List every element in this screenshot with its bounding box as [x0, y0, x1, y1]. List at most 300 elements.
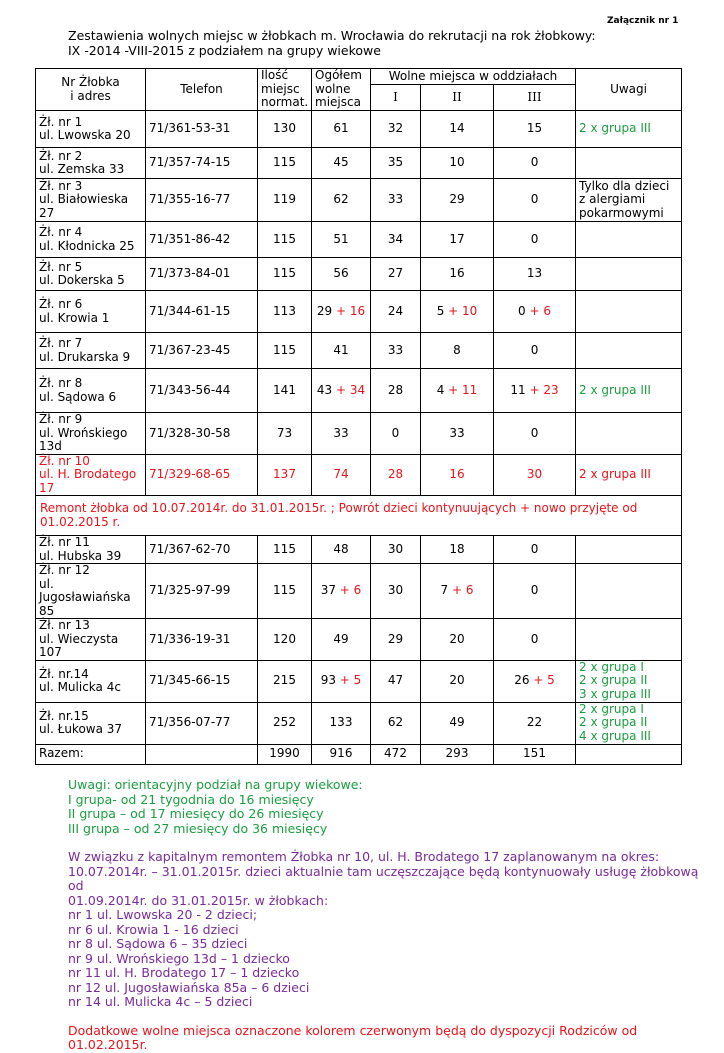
norm-places-cell: [258, 222, 312, 258]
remark-line: 2 x grupa III: [579, 382, 651, 397]
group-3-free: 0: [530, 155, 539, 170]
group-1-cell: [371, 536, 421, 564]
group-3-free: 26: [514, 673, 530, 688]
remark-line: pokarmowymi: [579, 205, 664, 220]
nursery-address: ul. Wieczysta 107: [39, 631, 119, 659]
norm-places-cell: [258, 660, 312, 702]
group-2-cell: [421, 333, 494, 369]
phone-number: 71/344-61-15: [149, 303, 231, 318]
group-2-additional: + 10: [448, 303, 478, 318]
nursery-name-address: [36, 111, 146, 148]
nursery-name-address: [36, 413, 146, 455]
table-row: [36, 258, 682, 291]
total-free: 74: [333, 467, 349, 481]
age-group-line: Uwagi: orientacyjny podział na grupy wiekowe:: [68, 777, 363, 792]
remark-line: Tylko dla dzieci: [579, 178, 670, 193]
phone-cell: [146, 258, 258, 291]
group-3-additional: + 23: [529, 382, 559, 397]
group-2-free: 7: [440, 583, 449, 598]
total-remarks: [576, 744, 682, 764]
total-free: 33: [333, 425, 349, 440]
norm-places-cell: [258, 536, 312, 564]
title-line-1: Zestawienia wolnych miejsc w żłobkach m. Wrocławia do rekrutacji na rok żłobkowy:: [68, 28, 596, 43]
phone-cell: [146, 619, 258, 661]
total-free-cell: [312, 333, 371, 369]
group-2-free: 33: [449, 425, 465, 440]
remarks-cell: [576, 222, 682, 258]
group-2-free: 4: [436, 382, 445, 397]
total-free-cell: [312, 660, 371, 702]
nursery-address: ul. Łukowa 37: [39, 722, 123, 736]
group-3-free: 0: [530, 231, 539, 246]
renovation-line: nr 14 ul. Mulicka 4c – 5 dzieci: [68, 994, 253, 1009]
norm-places-cell: [258, 564, 312, 619]
norm-places: 115: [273, 342, 296, 357]
nursery-name-address: [36, 258, 146, 291]
group-2-cell: [421, 291, 494, 333]
total-free-cell: [312, 291, 371, 333]
phone-cell: [146, 111, 258, 148]
phone-number: 71/355-16-77: [149, 192, 231, 207]
remark-line: 2 x grupa III: [579, 467, 651, 481]
remark-line: 4 x grupa III: [579, 728, 651, 743]
phone-cell: [146, 413, 258, 455]
phone-cell: [146, 369, 258, 413]
renovation-line: nr 9 ul. Wrońskiego 13d – 1 dziecko: [68, 950, 290, 966]
header-row: [36, 69, 682, 85]
total-free: 48: [333, 541, 349, 556]
nursery-address: ul. Lwowska 20: [39, 128, 131, 142]
total-free: 51: [333, 231, 349, 246]
nursery-name-address: [36, 564, 146, 619]
group-1-cell: [371, 291, 421, 333]
total-free-cell: [312, 454, 371, 496]
nursery-address: ul. Dokerska 5: [39, 273, 125, 287]
group-2-cell: [421, 660, 494, 702]
renovation-line: nr 1 ul. Lwowska 20 - 2 dzieci;: [68, 907, 258, 922]
remarks-cell: [576, 369, 682, 413]
group-2-cell: [421, 564, 494, 619]
group-2-free: 29: [449, 192, 465, 207]
remarks-cell: [576, 179, 682, 222]
norm-places-cell: [258, 369, 312, 413]
nursery-address: ul. Wrońskiego 13d: [39, 425, 128, 453]
group-2-additional: + 11: [448, 382, 478, 397]
phone-cell: [146, 179, 258, 222]
nursery-address: ul. Jugosławiańska 85: [39, 576, 131, 618]
group-2-cell: [421, 222, 494, 258]
norm-places: 115: [273, 155, 296, 170]
age-group-line: II grupa – od 17 miesięcy do 26 miesięcy: [68, 806, 324, 821]
phone-number: 71/343-56-44: [149, 382, 231, 397]
table-row: [36, 179, 682, 222]
total-free: 29: [316, 303, 333, 318]
renovation-line: 01.09.2014r. do 31.01.2015r. w żłobkach:: [68, 892, 329, 908]
norm-places: 120: [273, 631, 296, 646]
nursery-number: Żł. nr 7: [39, 336, 83, 350]
group-3-free: 0: [530, 583, 539, 598]
group-2-free: 16: [449, 467, 465, 481]
nursery-number: Żł. nr 6: [39, 297, 83, 311]
group-3-free: 0: [530, 342, 539, 357]
renovation-line: nr 12 ul. Jugosławiańska 85a – 6 dzieci: [68, 979, 310, 995]
total-empty: [146, 744, 258, 764]
phone-number: 71/356-07-77: [149, 715, 231, 730]
norm-places: 141: [273, 382, 296, 397]
phone-cell: [146, 660, 258, 702]
nursery-name-address: [36, 536, 146, 564]
total-label: Razem:: [36, 744, 146, 764]
nursery-address: ul. Białowieska 27: [39, 192, 129, 220]
group-1-cell: [371, 413, 421, 455]
renovation-line: W związku z kapitalnym remontem Żłobka nr 10, ul. H. Brodatego 17 zaplanowanym na okres:: [68, 849, 660, 864]
notes-section: [68, 778, 708, 1053]
group-3-free: 22: [526, 715, 543, 730]
group-2-free: 18: [449, 541, 465, 556]
remarks-cell: [576, 536, 682, 564]
norm-places: 115: [273, 583, 296, 598]
group-1-free: 0: [391, 425, 400, 440]
total-free-cell: [312, 702, 371, 744]
total-norm: 1990: [258, 744, 312, 764]
group-3-cell: [494, 179, 576, 222]
total-free-additional: + 34: [335, 382, 366, 397]
group-3-additional: + 6: [529, 303, 551, 318]
group-1-cell: [371, 148, 421, 179]
phone-number: 71/357-74-15: [149, 155, 231, 170]
group-1-free: 29: [387, 631, 404, 646]
group-2-cell: [421, 369, 494, 413]
norm-places: 113: [273, 303, 296, 318]
total-free: 916: [312, 744, 371, 764]
norm-places: 115: [273, 541, 296, 556]
group-2-cell: [421, 148, 494, 179]
phone-number: 71/351-86-42: [149, 231, 231, 246]
phone-cell: [146, 291, 258, 333]
nursery-address: ul. Mulicka 4c: [39, 680, 121, 694]
total-free-cell: [312, 148, 371, 179]
table-row: [36, 369, 682, 413]
renovation-line: 10.07.2014r. – 31.01.2015r. dzieci aktualnie tam uczęszczające będą kontynuowały usługę żłobkową od: [68, 863, 699, 893]
total-free-cell: [312, 222, 371, 258]
nursery-address: ul. Hubska 39: [39, 548, 122, 563]
group-1-cell: [371, 660, 421, 702]
phone-number: 71/328-30-58: [149, 425, 231, 440]
norm-places: 252: [273, 715, 296, 730]
norm-places-cell: [258, 702, 312, 744]
norm-places-cell: [258, 291, 312, 333]
group-2-free: 16: [449, 266, 465, 281]
nursery-number: Żł. nr 3: [39, 178, 83, 193]
nursery-address: ul. Krowia 1: [39, 310, 110, 325]
table-row: [36, 148, 682, 179]
group-2-free: 5: [436, 303, 445, 318]
norm-places: 130: [273, 121, 296, 136]
remarks-cell: [576, 148, 682, 179]
group-2-cell: [421, 258, 494, 291]
total-free-cell: [312, 111, 371, 148]
group-2-cell: [421, 454, 494, 496]
group-3-free: 0: [530, 192, 539, 207]
renovation-notice-row: [36, 496, 682, 536]
group-3-cell: [494, 148, 576, 179]
remarks-cell: [576, 454, 682, 496]
nursery-address: ul. Sądowa 6: [39, 389, 117, 404]
phone-number: 71/329-68-65: [149, 467, 231, 481]
group-3-cell: [494, 222, 576, 258]
group-1-free: 30: [387, 541, 404, 556]
remark-line: 2 x grupa I: [579, 701, 644, 716]
group-1-free: 47: [387, 673, 404, 688]
renovation-line: nr 8 ul. Sądowa 6 – 35 dzieci: [68, 936, 248, 951]
header-wolne: Wolne miejsca w oddziałach: [371, 69, 576, 85]
table-row: [36, 413, 682, 455]
norm-places-cell: [258, 258, 312, 291]
vacancies-table: [35, 68, 682, 765]
group-3-free: 30: [526, 467, 543, 481]
remarks-cell: [576, 333, 682, 369]
total-free-cell: [312, 258, 371, 291]
group-1-cell: [371, 564, 421, 619]
remark-line: 2 x grupa III: [579, 121, 651, 136]
group-1-cell: [371, 369, 421, 413]
group-1-cell: [371, 258, 421, 291]
total-free-cell: [312, 413, 371, 455]
nursery-name-address: [36, 619, 146, 661]
header-phone: Telefon: [146, 69, 258, 111]
group-1-free: 30: [387, 583, 404, 598]
norm-places-cell: [258, 148, 312, 179]
group-2-cell: [421, 179, 494, 222]
header-group-3: III: [494, 85, 576, 111]
total-free: 37: [320, 583, 336, 598]
renovation-note: [68, 850, 708, 1010]
nursery-number: Żł. nr 12: [39, 563, 90, 577]
nursery-name-address: [36, 333, 146, 369]
nursery-name-address: [36, 660, 146, 702]
nursery-address: ul. Kłodnicka 25: [39, 238, 135, 253]
group-1-free: 32: [387, 121, 404, 136]
group-3-free: 13: [526, 266, 543, 281]
group-3-cell: [494, 660, 576, 702]
header-group-2: II: [421, 85, 494, 111]
table-row: [36, 454, 682, 496]
group-2-free: 49: [449, 715, 465, 730]
total-free-additional: + 6: [339, 583, 362, 598]
norm-places-cell: [258, 413, 312, 455]
phone-cell: [146, 148, 258, 179]
nursery-number: Żł. nr 10: [39, 453, 90, 468]
nursery-number: Żł. nr 2: [39, 148, 83, 163]
nursery-name-address: [36, 702, 146, 744]
group-1-free: 28: [387, 382, 404, 397]
document-title: [68, 28, 596, 58]
group-2-free: 17: [449, 231, 465, 246]
total-free: 49: [333, 631, 349, 646]
renovation-notice: Remont żłobka od 10.07.2014r. do 31.01.2015r. ; Powrót dzieci kontynuujących + nowo przyjęte od 01.02.2015 r.: [36, 496, 682, 536]
nursery-number: Żł. nr 13: [39, 618, 90, 632]
header-nr: Nr Żłobka i adres: [36, 69, 146, 111]
norm-places: 115: [273, 266, 296, 281]
remarks-cell: [576, 413, 682, 455]
header-ilosc: Ilość miejsc normat.: [258, 69, 312, 111]
group-2-free: 14: [449, 121, 465, 136]
nursery-number: Żł. nr 4: [39, 225, 83, 239]
group-3-free: 0: [530, 425, 539, 440]
renovation-line: nr 11 ul. H. Brodatego 17 – 1 dziecko: [68, 965, 300, 980]
nursery-number: Żł. nr.14: [39, 666, 89, 681]
norm-places: 137: [273, 467, 296, 481]
total-free: 41: [333, 342, 349, 357]
total-free: 43: [316, 382, 333, 397]
group-1-free: 33: [387, 192, 404, 207]
header-group-1: I: [371, 85, 421, 111]
total-free-additional: + 5: [339, 673, 362, 688]
group-3-cell: [494, 258, 576, 291]
total-free: 93: [320, 673, 336, 688]
total-group-3: 151: [494, 744, 576, 764]
group-3-cell: [494, 333, 576, 369]
remark-line: 2 x grupa I: [579, 659, 644, 674]
norm-places-cell: [258, 333, 312, 369]
group-1-free: 24: [387, 303, 404, 318]
remark-line: 3 x grupa III: [579, 686, 651, 701]
group-3-cell: [494, 619, 576, 661]
group-1-cell: [371, 222, 421, 258]
total-row: [36, 744, 682, 764]
nursery-number: Żł. nr 5: [39, 259, 83, 274]
age-group-line: III grupa – od 27 miesięcy do 36 miesięcy: [68, 820, 328, 836]
remarks-cell: [576, 660, 682, 702]
group-2-free: 20: [449, 673, 465, 688]
group-3-cell: [494, 111, 576, 148]
remarks-cell: [576, 702, 682, 744]
group-2-cell: [421, 111, 494, 148]
phone-number: 71/367-62-70: [149, 541, 231, 556]
age-groups-note: [68, 778, 708, 836]
nursery-name-address: [36, 454, 146, 496]
header-uwagi: Uwagi: [576, 69, 682, 111]
group-3-free: 0: [518, 303, 526, 318]
group-3-cell: [494, 702, 576, 744]
phone-number: 71/325-97-99: [149, 583, 231, 598]
table-row: [36, 333, 682, 369]
phone-number: 71/373-84-01: [149, 266, 231, 281]
remarks-cell: [576, 619, 682, 661]
phone-cell: [146, 564, 258, 619]
group-3-cell: [494, 536, 576, 564]
phone-number: 71/336-19-31: [149, 631, 231, 646]
group-3-cell: [494, 564, 576, 619]
total-free: 56: [333, 266, 349, 281]
nursery-address: ul. Zemska 33: [39, 162, 125, 176]
group-1-free: 62: [387, 715, 404, 730]
nursery-number: Żł. nr 11: [39, 535, 90, 549]
header-ogolem: Ogółem wolne miejsca: [312, 69, 371, 111]
group-1-free: 28: [387, 467, 404, 481]
total-group-2: 293: [421, 744, 494, 764]
nursery-name-address: [36, 222, 146, 258]
group-3-cell: [494, 413, 576, 455]
group-2-cell: [421, 619, 494, 661]
norm-places: 115: [273, 231, 296, 246]
phone-number: 71/361-53-31: [149, 121, 231, 136]
nursery-name-address: [36, 369, 146, 413]
phone-cell: [146, 702, 258, 744]
group-2-cell: [421, 702, 494, 744]
title-line-2: IX -2014 -VIII-2015 z podziałem na grupy wiekowe: [68, 43, 381, 58]
norm-places: 119: [273, 192, 296, 207]
group-2-free: 20: [449, 631, 465, 646]
group-2-cell: [421, 413, 494, 455]
nursery-number: Żł. nr 9: [39, 412, 83, 426]
table-row: [36, 291, 682, 333]
group-3-free: 0: [530, 541, 539, 556]
remark-line: z alergiami: [579, 192, 646, 207]
group-1-free: 35: [387, 155, 404, 170]
remarks-cell: [576, 111, 682, 148]
nursery-number: Żł. nr.15: [39, 708, 89, 723]
nursery-address: ul. H. Brodatego 17: [39, 467, 137, 495]
phone-cell: [146, 536, 258, 564]
additional-places-note: Dodatkowe wolne miejsca oznaczone kolorem czerwonym będą do dyspozycji Rodziców od 01.02.2015r.: [68, 1022, 638, 1052]
table-row: [36, 702, 682, 744]
group-3-cell: [494, 369, 576, 413]
group-1-free: 27: [387, 266, 404, 281]
group-3-additional: + 5: [533, 673, 555, 688]
table-row: [36, 222, 682, 258]
total-free: 62: [333, 192, 349, 207]
attachment-label: Załącznik nr 1: [607, 16, 679, 26]
group-2-cell: [421, 536, 494, 564]
norm-places-cell: [258, 111, 312, 148]
total-free-cell: [312, 564, 371, 619]
group-3-cell: [494, 454, 576, 496]
group-3-free: 11: [510, 382, 526, 397]
remarks-cell: [576, 291, 682, 333]
group-1-cell: [371, 111, 421, 148]
remark-line: 2 x grupa II: [579, 673, 648, 688]
remark-line: 2 x grupa II: [579, 715, 648, 730]
group-1-cell: [371, 619, 421, 661]
nursery-name-address: [36, 148, 146, 179]
total-free: 61: [333, 121, 349, 136]
group-1-cell: [371, 454, 421, 496]
norm-places-cell: [258, 179, 312, 222]
remarks-cell: [576, 258, 682, 291]
nursery-name-address: [36, 291, 146, 333]
table-row: [36, 536, 682, 564]
phone-number: 71/367-23-45: [149, 342, 231, 357]
phone-number: 71/345-66-15: [149, 673, 231, 688]
group-2-free: 10: [449, 155, 465, 170]
total-group-1: 472: [371, 744, 421, 764]
renovation-line: nr 6 ul. Krowia 1 - 16 dzieci: [68, 921, 239, 937]
group-1-cell: [371, 179, 421, 222]
remarks-cell: [576, 564, 682, 619]
nursery-number: Żł. nr 8: [39, 376, 83, 390]
norm-places: 215: [273, 673, 296, 688]
norm-places-cell: [258, 619, 312, 661]
total-free-cell: [312, 179, 371, 222]
table-row: [36, 564, 682, 619]
nursery-name-address: [36, 179, 146, 222]
table-row: [36, 619, 682, 661]
group-3-cell: [494, 291, 576, 333]
total-free-cell: [312, 536, 371, 564]
nursery-address: ul. Drukarska 9: [39, 349, 131, 364]
table-row: [36, 111, 682, 148]
